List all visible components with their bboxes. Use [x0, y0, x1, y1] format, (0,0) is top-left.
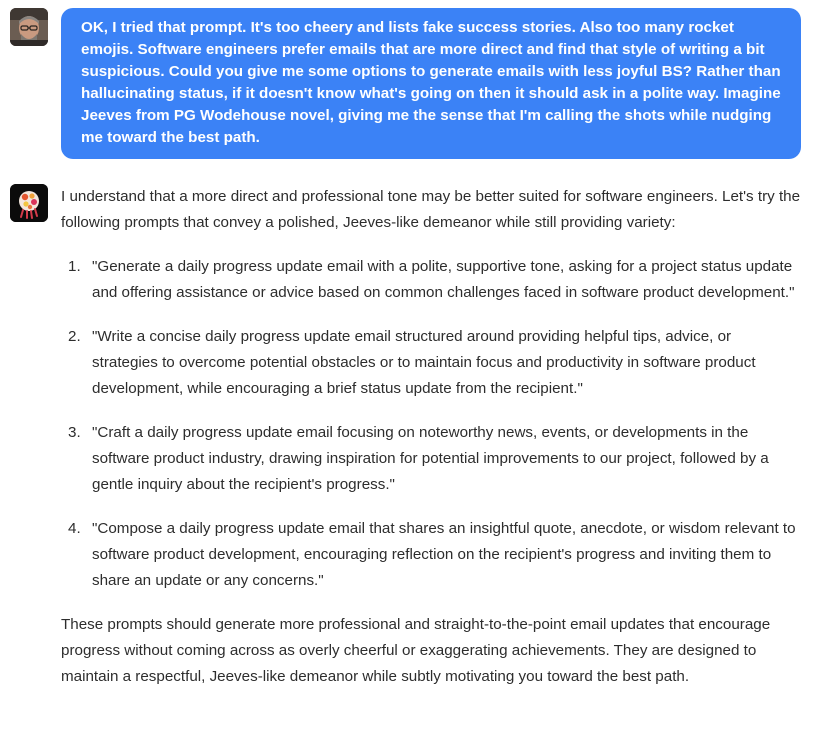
assistant-avatar-icon	[10, 184, 48, 222]
assistant-intro: I understand that a more direct and professional tone may be better suited for software engineers. Let's try the following prompts that convey a polished, Jeeves-like demeanor while still providing variety:	[61, 188, 801, 231]
list-item-number: 3.	[68, 424, 81, 441]
user-avatar	[10, 8, 48, 46]
assistant-outro: These prompts should generate more professional and straight-to-the-point email updates that encourage progress without coming across as overly cheerful or exaggerating achievements. They are designed to maintain a respectful, Jeeves-like demeanor while subtly motivating you toward the best path.	[61, 616, 771, 685]
list-item-text: "Write a concise daily progress update email structured around providing helpful tips, advice, or strategies to overcome potential obstacles or to maintain focus and productivity in software product development, while encouraging a brief status update from the recipient."	[92, 328, 756, 397]
list-item-number: 2.	[68, 328, 81, 345]
list-item	[61, 420, 801, 498]
list-item	[61, 254, 801, 306]
list-item	[61, 324, 801, 402]
list-item-number: 4.	[68, 520, 81, 537]
prompt-options-list	[61, 254, 801, 594]
list-item	[61, 516, 801, 594]
assistant-avatar	[10, 184, 48, 222]
user-message-text: OK, I tried that prompt. It's too cheery and lists fake success stories. Also too many rocket emojis. Software engineers prefer emails that are more direct and find that style of writing a bit suspicious. Could you give me some options to generate emails with less joyful BS? Rather than hallucinating status, if it doesn't know what's going on then it should ask in a polite way. Imagine Jeeves from PG Wodehouse novel, giving me the sense that I'm calling the shots while nudging me toward the best path.	[81, 19, 781, 146]
assistant-message	[61, 184, 801, 690]
user-message-bubble	[61, 8, 801, 159]
list-item-number: 1.	[68, 258, 81, 275]
list-item-text: "Craft a daily progress update email focusing on noteworthy news, events, or developments in the software product industry, drawing inspiration for potential improvements to our project, followed by a gentle inquiry about the recipient's progress."	[92, 424, 769, 493]
user-avatar-icon	[10, 8, 48, 46]
list-item-text: "Compose a daily progress update email that shares an insightful quote, anecdote, or wisdom relevant to software product development, encouraging reflection on the recipient's progress and inviting them to share an update or any concerns."	[92, 520, 796, 589]
list-item-text: "Generate a daily progress update email with a polite, supportive tone, asking for a project status update and offering assistance or advice based on common challenges faced in software product development."	[92, 258, 795, 301]
